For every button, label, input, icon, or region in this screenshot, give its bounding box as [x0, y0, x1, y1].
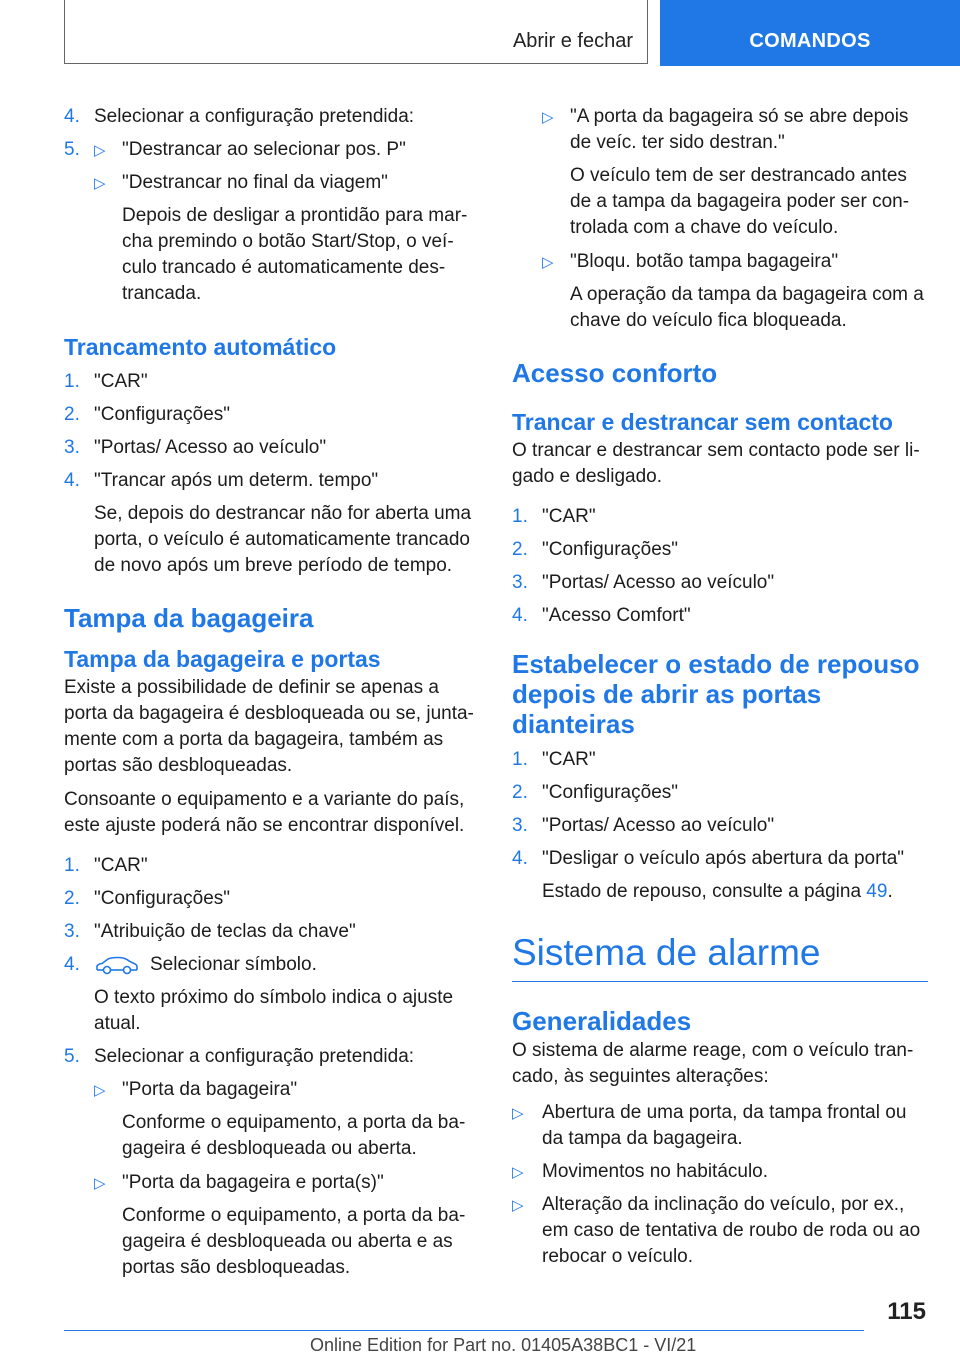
item-note: A operação da tampa da bagageira com a chave do veículo fica bloqueada. — [570, 284, 924, 331]
car-icon — [94, 955, 140, 975]
right-column — [512, 104, 928, 1277]
list-item: 2. "Configurações" — [64, 404, 231, 425]
list-item: 3. "Atribuição de teclas da chave" — [64, 921, 356, 942]
footer-edition: Online Edition for Part no. 01405A38BC1 - VI/21 — [310, 1335, 697, 1355]
header-section-box — [64, 0, 648, 64]
section-heading: Acesso conforto — [512, 358, 718, 388]
section-heading: Estabelecer o estado de repouso depois de abrir as portas dianteiras — [512, 649, 920, 739]
section-heading: Tampa da bagageira — [64, 603, 314, 633]
step-number: 4. — [64, 106, 80, 127]
item-note: O texto próximo do símbolo indica o ajuste atual. — [94, 987, 454, 1034]
paragraph: O sistema de alarme reage, com o veículo trancado, às seguintes alterações: — [512, 1040, 914, 1087]
page-number: 115 — [887, 1298, 926, 1325]
header-chapter-tab[interactable] — [660, 0, 960, 66]
footer-divider — [64, 1330, 864, 1331]
header-chapter-label: COMANDOS — [749, 30, 871, 52]
list-item: ▷ Movimentos no habitáculo. — [512, 1159, 928, 1185]
triangle-bullet-icon: ▷ — [512, 1105, 524, 1122]
triangle-bullet-icon: ▷ — [94, 1082, 106, 1099]
list-item: ▷ "Destrancar no final da viagem" — [64, 170, 476, 196]
list-item: 3. "Portas/ Acesso ao veículo" — [512, 572, 775, 593]
section-heading: Trancamento automático — [64, 334, 337, 360]
list-item: 1. "CAR" — [64, 371, 148, 392]
triangle-bullet-icon: ▷ — [94, 1175, 106, 1192]
list-item: 3. "Portas/ Acesso ao veículo" — [64, 437, 327, 458]
list-item: 5. ▷ "Destrancar ao selecionar pos. P" — [64, 137, 476, 163]
paragraph: O trancar e destrancar sem contacto pode ser ligado e desligado. — [512, 440, 920, 487]
step-number: 5. — [64, 139, 80, 160]
item-note: Conforme o equipamento, a porta da bagageira é desbloqueada ou aberta. — [122, 1112, 466, 1159]
list-item: 1. "CAR" — [512, 749, 596, 770]
paragraph: Existe a possibilidade de definir se apenas a porta da bagageira é desbloqueada ou se, juntamente com a porta da bagageira, também as portas são desbloqueadas. — [64, 677, 474, 776]
list-item: ▷ "Porta da bagageira" — [64, 1077, 476, 1103]
item-note: Depois de desligar a prontidão para marcha premindo o botão Start/Stop, o veículo trancado é automaticamente destrancada. — [122, 205, 468, 304]
triangle-bullet-icon: ▷ — [512, 1164, 524, 1181]
list-item: 2. "Configurações" — [512, 782, 679, 803]
item-note: Estado de repouso, consulte a página 49. — [542, 881, 893, 902]
page-header — [64, 0, 960, 66]
list-item: 2. "Configurações" — [64, 888, 231, 909]
triangle-bullet-icon: ▷ — [94, 142, 106, 159]
triangle-bullet-icon: ▷ — [542, 109, 554, 126]
item-note: Se, depois do destrancar não for aberta uma porta, o veículo é automaticamente trancado de novo após um breve período de tempo. — [94, 503, 472, 576]
header-section-title: Abrir e fechar — [512, 30, 633, 52]
list-item: 4. Selecionar a configuração pretendida: — [64, 104, 476, 130]
list-item: 4. "Acesso Comfort" — [512, 605, 691, 626]
list-item: 4. "Desligar o veículo após abertura da porta" — [512, 848, 905, 869]
list-item: 1. "CAR" — [64, 855, 148, 876]
list-item: 4. "Trancar após um determ. tempo" — [64, 470, 379, 491]
page-reference-link[interactable]: 49 — [866, 881, 888, 902]
chapter-heading: Sistema de alarme — [512, 931, 928, 982]
item-note: Conforme o equipamento, a porta da bagageira é desbloqueada ou aberta e as portas são desbloqueadas. — [122, 1205, 466, 1278]
section-heading: Generalidades — [512, 1006, 692, 1036]
subsection-heading: Tampa da bagageira e portas — [64, 646, 381, 672]
list-item: 4. Selecionar símbolo. — [64, 954, 317, 975]
list-item: ▷ Abertura de uma porta, da tampa frontal ou da tampa da bagageira. — [512, 1102, 907, 1149]
list-item: 2. "Configurações" — [512, 539, 679, 560]
item-note: O veículo tem de ser destrancado antes de a tampa da bagageira poder ser controlada com a chave do veículo. — [570, 165, 910, 238]
list-item: 3. "Portas/ Acesso ao veículo" — [512, 815, 775, 836]
left-column — [64, 104, 476, 1289]
triangle-bullet-icon: ▷ — [512, 1197, 524, 1214]
paragraph: Consoante o equipamento e a variante do país, este ajuste poderá não se encontrar disponível. — [64, 789, 465, 836]
subsection-heading: Trancar e destrancar sem contacto — [512, 409, 893, 435]
list-item: ▷ "Porta da bagageira e porta(s)" — [64, 1170, 476, 1196]
list-item: ▷ "A porta da bagageira só se abre depois de veíc. ter sido destran." — [542, 106, 909, 153]
list-item: ▷ "Bloqu. botão tampa bagageira" — [512, 249, 928, 275]
triangle-bullet-icon: ▷ — [94, 175, 106, 192]
list-item: 1. "CAR" — [512, 506, 596, 527]
list-item: 5. Selecionar a configuração pretendida: — [64, 1046, 415, 1067]
list-item: ▷ Alteração da inclinação do veículo, por ex., em caso de tentativa de roubo de roda ou ao rebocar o veículo. — [512, 1194, 921, 1267]
triangle-bullet-icon: ▷ — [542, 254, 554, 271]
